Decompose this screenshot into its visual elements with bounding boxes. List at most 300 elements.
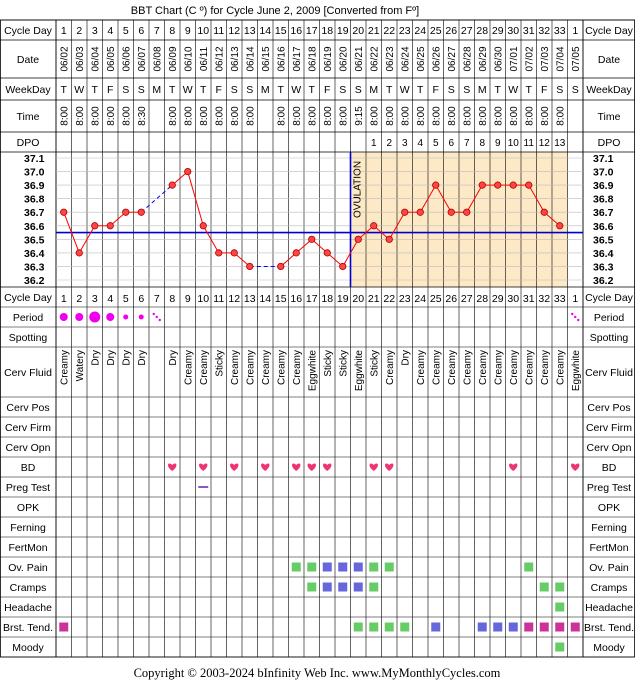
period-flow-icon (123, 315, 128, 320)
cycle-day-number: 12 (228, 25, 241, 37)
time-cell: 8:00 (291, 106, 303, 126)
temp-point (185, 168, 191, 174)
weekday-cell: F (324, 84, 331, 96)
time-cell: 8:00 (121, 106, 133, 126)
cycle-day-number-bottom: 22 (383, 293, 396, 305)
y-tick-label-right: 36.9 (593, 180, 614, 193)
date-cell: 06/14 (245, 46, 257, 72)
weekday-cell: T (91, 84, 98, 96)
cycle-day-number-bottom: 19 (336, 293, 349, 305)
cerv-fluid-cell: Creamy (59, 350, 71, 386)
row-label-right-moody: Moody (593, 642, 625, 654)
cycle-day-number-bottom: 2 (76, 293, 83, 305)
cycle-day-number-bottom: 31 (522, 293, 535, 305)
time-cell: 8:00 (167, 106, 179, 126)
cycle-day-number-bottom: 5 (122, 293, 129, 305)
ovulation-label: OVULATION (352, 160, 364, 218)
temp-point (526, 182, 532, 188)
time-cell: 8:00 (229, 106, 241, 126)
cycle-day-number-bottom: 33 (553, 293, 566, 305)
cycle-day-number-bottom: 15 (274, 293, 287, 305)
row-label-right-ferning: Ferning (591, 522, 627, 534)
y-tick-label-left: 36.8 (24, 193, 45, 206)
y-tick-label-right: 36.8 (593, 193, 614, 206)
symptom-square (323, 583, 332, 592)
date-cell: 06/17 (291, 46, 303, 72)
cycle-day-number: 32 (538, 25, 551, 37)
time-cell: 8:00 (493, 106, 505, 126)
temp-point (541, 209, 547, 215)
symptom-square (307, 583, 316, 592)
cycle-day-number: 17 (305, 25, 318, 37)
weekday-cell: T (494, 84, 501, 96)
y-tick-label-right: 36.3 (593, 261, 614, 274)
y-tick-label-right: 36.4 (593, 247, 614, 260)
row-label-right-bd: BD (601, 462, 617, 474)
cycle-day-number: 3 (91, 25, 98, 37)
period-spot-icon (577, 319, 579, 321)
symptom-square (354, 583, 363, 592)
dpo-cell: 7 (463, 138, 470, 149)
cerv-fluid-cell: Sticky (322, 350, 334, 377)
weekday-cell: S (122, 84, 130, 96)
cerv-fluid-cell: Eggwhite (353, 350, 365, 392)
symptom-square (385, 563, 394, 572)
date-cell: 06/23 (384, 46, 396, 72)
y-tick-label-left: 37.0 (24, 166, 45, 179)
date-cell: 06/09 (167, 46, 179, 72)
y-tick-label-left: 36.5 (24, 234, 45, 247)
date-cell: 06/15 (260, 46, 272, 72)
cycle-day-number: 29 (491, 25, 504, 37)
temp-point (479, 182, 485, 188)
cerv-fluid-cell: Creamy (446, 350, 458, 386)
cycle-day-number-bottom: 25 (429, 293, 442, 305)
temp-point (340, 263, 346, 269)
dpo-cell: 3 (401, 138, 408, 149)
cerv-fluid-cell: Sticky (338, 350, 350, 377)
row-label-cerv-firm: Cerv Firm (4, 422, 52, 434)
weekday-cell: M (260, 84, 270, 96)
cycle-day-number-bottom: 23 (398, 293, 411, 305)
symptom-square (509, 623, 518, 632)
temp-point (324, 250, 330, 256)
row-label-right-opk: OPK (597, 502, 621, 514)
row-label-right-cerv-opn: Cerv Opn (586, 442, 632, 454)
date-cell: 06/04 (90, 46, 102, 72)
weekday-cell: S (447, 84, 455, 96)
weekday-cell: T (386, 84, 393, 96)
time-cell: 8:00 (105, 106, 117, 126)
cerv-fluid-cell: Creamy (539, 350, 551, 386)
cycle-day-number-bottom: 14 (259, 293, 272, 305)
y-tick-label-left: 36.6 (24, 220, 45, 233)
row-label-cerv-pos: Cerv Pos (6, 402, 50, 414)
date-cell: 06/18 (307, 46, 319, 72)
cerv-fluid-cell: Dry (136, 350, 148, 366)
cerv-fluid-cell: Creamy (462, 350, 474, 386)
y-tick-label-left: 36.9 (24, 180, 45, 193)
cerv-fluid-cell: Watery (74, 350, 86, 382)
row-label-right-cramps: Cramps (590, 582, 628, 594)
time-cell: 8:00 (307, 106, 319, 126)
cerv-fluid-cell: Sticky (369, 350, 381, 377)
time-cell: 8:00 (322, 106, 334, 126)
weekday-cell: T (277, 84, 284, 96)
y-tick-label-right: 36.6 (593, 220, 614, 233)
weekday-cell: T (308, 84, 315, 96)
weekday-cell: W (74, 84, 85, 96)
cycle-day-number-bottom: 11 (213, 293, 225, 305)
weekday-cell: T (169, 84, 176, 96)
y-tick-label-left: 37.1 (24, 153, 45, 165)
row-label-right-spotting: Spotting (589, 332, 629, 344)
y-tick-label-right: 36.5 (593, 234, 614, 247)
cerv-fluid-cell: Dry (400, 350, 412, 366)
weekday-cell: M (152, 84, 162, 96)
label-time: Time (16, 111, 40, 123)
cerv-fluid-cell: Eggwhite (570, 350, 582, 392)
label-date: Date (16, 54, 40, 66)
row-label-right-preg-test: Preg Test (586, 482, 632, 494)
cerv-fluid-cell: Dry (105, 350, 117, 366)
symptom-square (431, 623, 440, 632)
cycle-day-number: 7 (153, 25, 160, 37)
time-cell: 8:00 (524, 106, 536, 126)
cycle-day-number: 14 (259, 25, 272, 37)
date-cell: 07/05 (570, 46, 582, 72)
date-cell: 06/05 (105, 46, 117, 72)
date-cell: 07/02 (524, 46, 536, 72)
y-tick-label-left: 36.7 (24, 207, 45, 220)
cycle-day-number-bottom: 1 (60, 293, 67, 305)
cycle-day-number-bottom: 13 (243, 293, 256, 305)
date-cell: 06/06 (121, 46, 133, 72)
cycle-day-number: 10 (197, 25, 210, 37)
row-label-cycle-day-bottom: Cycle Day (4, 292, 52, 304)
chart-title: BBT Chart (C º) for Cycle June 2, 2009 [Converted from Fº] (130, 5, 420, 17)
cycle-day-number-bottom: 26 (445, 293, 458, 305)
y-tick-label-right: 36.2 (593, 275, 614, 287)
cycle-day-number: 8 (169, 25, 176, 37)
weekday-cell: F (432, 84, 439, 96)
date-cell: 06/12 (214, 46, 226, 72)
date-cell: 06/02 (59, 46, 71, 72)
cycle-day-number-bottom: 16 (290, 293, 303, 305)
dpo-cell: 8 (479, 138, 486, 149)
date-cell: 07/01 (508, 46, 520, 72)
dpo-cell: 11 (523, 138, 534, 149)
cycle-day-number-bottom: 9 (184, 293, 191, 305)
symptom-square (571, 623, 580, 632)
cerv-fluid-cell: Creamy (198, 350, 210, 386)
symptom-square (524, 563, 533, 572)
cycle-day-number: 4 (107, 25, 114, 37)
time-cell: 8:00 (369, 106, 381, 126)
row-label-opk: OPK (16, 502, 40, 514)
label-cycle-day: Cycle Day (4, 25, 52, 37)
temp-point (247, 263, 253, 269)
time-cell: 8:30 (136, 106, 148, 126)
row-label-right-fertmon: FertMon (589, 542, 629, 554)
cycle-day-number-bottom: 1 (572, 293, 579, 305)
row-label-cerv-opn: Cerv Opn (5, 442, 51, 454)
weekday-cell: S (463, 84, 471, 96)
cerv-fluid-cell: Dry (167, 350, 179, 366)
weekday-cell: T (60, 84, 67, 96)
time-cell: 9:15 (353, 106, 365, 126)
date-cell: 06/22 (369, 46, 381, 72)
label-time-right: Time (597, 111, 621, 123)
cycle-day-number-bottom: 27 (460, 293, 473, 305)
temp-point (107, 223, 113, 229)
symptom-square (369, 583, 378, 592)
dpo-cell: 13 (554, 138, 566, 149)
temp-point (278, 263, 284, 269)
cycle-day-number: 21 (367, 25, 380, 37)
row-label-brst-tend: Brst. Tend. (3, 622, 53, 634)
cycle-day-number: 31 (522, 25, 535, 37)
date-cell: 06/08 (152, 46, 164, 72)
symptom-square (524, 623, 533, 632)
weekday-cell: S (556, 84, 564, 96)
cycle-day-number-bottom: 10 (197, 293, 210, 305)
cerv-fluid-cell: Creamy (291, 350, 303, 386)
cycle-day-number: 33 (553, 25, 566, 37)
row-label-right-cerv-firm: Cerv Firm (585, 422, 633, 434)
cycle-day-number: 13 (243, 25, 256, 37)
symptom-square (400, 623, 409, 632)
cycle-day-number-bottom: 32 (538, 293, 551, 305)
cycle-day-number: 5 (122, 25, 129, 37)
cycle-day-number: 26 (445, 25, 458, 37)
symptom-square (555, 643, 564, 652)
label-date-right: Date (597, 54, 621, 66)
symptom-square (555, 623, 564, 632)
date-cell: 07/04 (555, 46, 567, 72)
row-label-right-headache: Headache (585, 602, 633, 614)
date-cell: 06/27 (446, 46, 458, 72)
y-tick-label-left: 36.4 (24, 247, 45, 260)
symptom-square (354, 563, 363, 572)
symptom-square (385, 623, 394, 632)
cerv-fluid-cell: Creamy (555, 350, 567, 386)
cycle-day-number: 22 (383, 25, 396, 37)
cycle-day-number: 2 (76, 25, 83, 37)
temp-point (386, 236, 392, 242)
time-cell: 8:00 (183, 106, 195, 126)
symptom-square (493, 623, 502, 632)
date-cell: 06/13 (229, 46, 241, 72)
time-cell: 8:00 (415, 106, 427, 126)
period-flow-icon (75, 313, 83, 321)
cycle-day-number-bottom: 18 (321, 293, 334, 305)
row-label-spotting: Spotting (8, 332, 48, 344)
label-cycle-day-right: Cycle Day (585, 25, 633, 37)
symptom-square (478, 623, 487, 632)
temp-point (92, 223, 98, 229)
weekday-cell: F (541, 84, 548, 96)
cycle-day-number-bottom: 6 (138, 293, 145, 305)
y-tick-label-right: 37.0 (593, 166, 614, 179)
cycle-day-number-bottom: 28 (476, 293, 489, 305)
row-label-cerv-fluid: Cerv Fluid (4, 367, 52, 379)
cerv-fluid-cell: Creamy (276, 350, 288, 386)
cycle-day-number: 25 (429, 25, 442, 37)
date-cell: 06/24 (400, 46, 412, 72)
y-tick-label-left: 36.2 (24, 275, 45, 287)
row-label-right-cerv-fluid: Cerv Fluid (585, 367, 633, 379)
temp-point (355, 236, 361, 242)
cycle-day-number: 20 (352, 25, 365, 37)
temp-point (61, 209, 67, 215)
temp-point (231, 250, 237, 256)
symptom-square (292, 563, 301, 572)
weekday-cell: T (200, 84, 207, 96)
temp-point (557, 223, 563, 229)
cerv-fluid-cell: Creamy (245, 350, 257, 386)
time-cell: 8:00 (59, 106, 71, 126)
date-cell: 06/29 (477, 46, 489, 72)
cycle-day-number: 24 (414, 25, 427, 37)
row-label-right-cycle-day-bottom: Cycle Day (585, 292, 633, 304)
time-cell: 8:00 (338, 106, 350, 126)
temp-point (123, 209, 129, 215)
time-cell: 8:00 (384, 106, 396, 126)
row-label-ov-pain: Ov. Pain (8, 562, 48, 574)
weekday-cell: F (215, 84, 222, 96)
label-dpo: DPO (16, 137, 40, 149)
cycle-day-number: 18 (321, 25, 334, 37)
label-weekday: WeekDay (5, 84, 51, 96)
weekday-cell: T (525, 84, 532, 96)
label-weekday-right: WeekDay (586, 84, 632, 96)
period-spot-icon (571, 313, 573, 315)
temp-point (138, 209, 144, 215)
weekday-cell: S (571, 84, 579, 96)
cycle-day-number: 23 (398, 25, 411, 37)
temp-point (169, 182, 175, 188)
cycle-day-number: 1 (572, 25, 579, 37)
row-label-right-cerv-pos: Cerv Pos (587, 402, 631, 414)
y-tick-label-left: 36.3 (24, 261, 45, 274)
time-cell: 8:00 (400, 106, 412, 126)
cerv-fluid-cell: Dry (121, 350, 133, 366)
cerv-fluid-cell: Creamy (477, 350, 489, 386)
date-cell: 06/10 (183, 46, 195, 72)
cycle-day-number-bottom: 29 (491, 293, 504, 305)
cerv-fluid-cell: Creamy (493, 350, 505, 386)
row-label-bd: BD (20, 462, 36, 474)
period-spot-icon (159, 319, 161, 321)
label-dpo-right: DPO (597, 137, 621, 149)
date-cell: 06/26 (431, 46, 443, 72)
period-flow-icon (106, 313, 114, 321)
period-flow-icon (89, 312, 100, 323)
time-cell: 8:00 (276, 106, 288, 126)
symptom-square (540, 583, 549, 592)
cycle-day-number-bottom: 12 (228, 293, 241, 305)
temp-point (309, 236, 315, 242)
date-cell: 06/21 (353, 46, 365, 72)
dpo-cell: 9 (494, 138, 501, 149)
weekday-cell: F (107, 84, 114, 96)
date-cell: 06/11 (198, 46, 210, 72)
dpo-cell: 1 (370, 138, 377, 149)
date-cell: 06/25 (415, 46, 427, 72)
symptom-square (354, 623, 363, 632)
temp-point (216, 250, 222, 256)
row-label-fertmon: FertMon (8, 542, 48, 554)
cycle-day-number-bottom: 17 (305, 293, 318, 305)
row-label-ferning: Ferning (10, 522, 46, 534)
footer-copyright: Copyright © 2003-2024 bInfinity Web Inc. www.MyMonthlyCycles.com (133, 666, 501, 680)
weekday-cell: M (369, 84, 379, 96)
temp-point (510, 182, 516, 188)
weekday-cell: S (230, 84, 238, 96)
weekday-cell: S (339, 84, 347, 96)
dpo-cell: 10 (507, 138, 519, 149)
y-tick-label-right: 37.1 (593, 153, 614, 165)
symptom-square (555, 583, 564, 592)
row-label-moody: Moody (12, 642, 44, 654)
cerv-fluid-cell: Creamy (508, 350, 520, 386)
symptom-square (59, 623, 68, 632)
row-label-right-period: Period (593, 312, 625, 324)
time-cell: 8:00 (555, 106, 567, 126)
time-cell: 8:00 (198, 106, 210, 126)
temp-point (417, 209, 423, 215)
cycle-day-number-bottom: 24 (414, 293, 427, 305)
weekday-cell: S (354, 84, 362, 96)
cerv-fluid-cell: Dry (90, 350, 102, 366)
cerv-fluid-cell: Creamy (431, 350, 443, 386)
period-spot-icon (574, 316, 576, 318)
cerv-fluid-cell: Creamy (384, 350, 396, 386)
weekday-cell: W (291, 84, 302, 96)
temp-point (448, 209, 454, 215)
dpo-cell: 12 (538, 138, 550, 149)
period-flow-icon (60, 313, 68, 321)
cycle-day-number: 15 (274, 25, 287, 37)
date-cell: 07/03 (539, 46, 551, 72)
cycle-day-number-bottom: 21 (367, 293, 380, 305)
cerv-fluid-cell: Creamy (260, 350, 272, 386)
temp-point (200, 223, 206, 229)
time-cell: 8:00 (214, 106, 226, 126)
row-label-preg-test: Preg Test (5, 482, 51, 494)
symptom-square (540, 623, 549, 632)
row-label-period: Period (12, 312, 44, 324)
cycle-day-number-bottom: 20 (352, 293, 365, 305)
cerv-fluid-cell: Eggwhite (307, 350, 319, 392)
temp-point (371, 223, 377, 229)
cerv-fluid-cell: Sticky (214, 350, 226, 377)
cycle-day-number-bottom: 3 (91, 293, 98, 305)
cycle-day-number: 30 (507, 25, 520, 37)
temp-point (495, 182, 501, 188)
row-label-headache: Headache (4, 602, 52, 614)
symptom-square (307, 563, 316, 572)
cerv-fluid-cell: Creamy (229, 350, 241, 386)
row-label-right-brst-tend: Brst. Tend. (584, 622, 634, 634)
cerv-fluid-cell: Creamy (415, 350, 427, 386)
cycle-day-number: 6 (138, 25, 145, 37)
weekday-cell: S (246, 84, 254, 96)
symptom-square (369, 623, 378, 632)
time-cell: 8:00 (245, 106, 257, 126)
temp-point (402, 209, 408, 215)
